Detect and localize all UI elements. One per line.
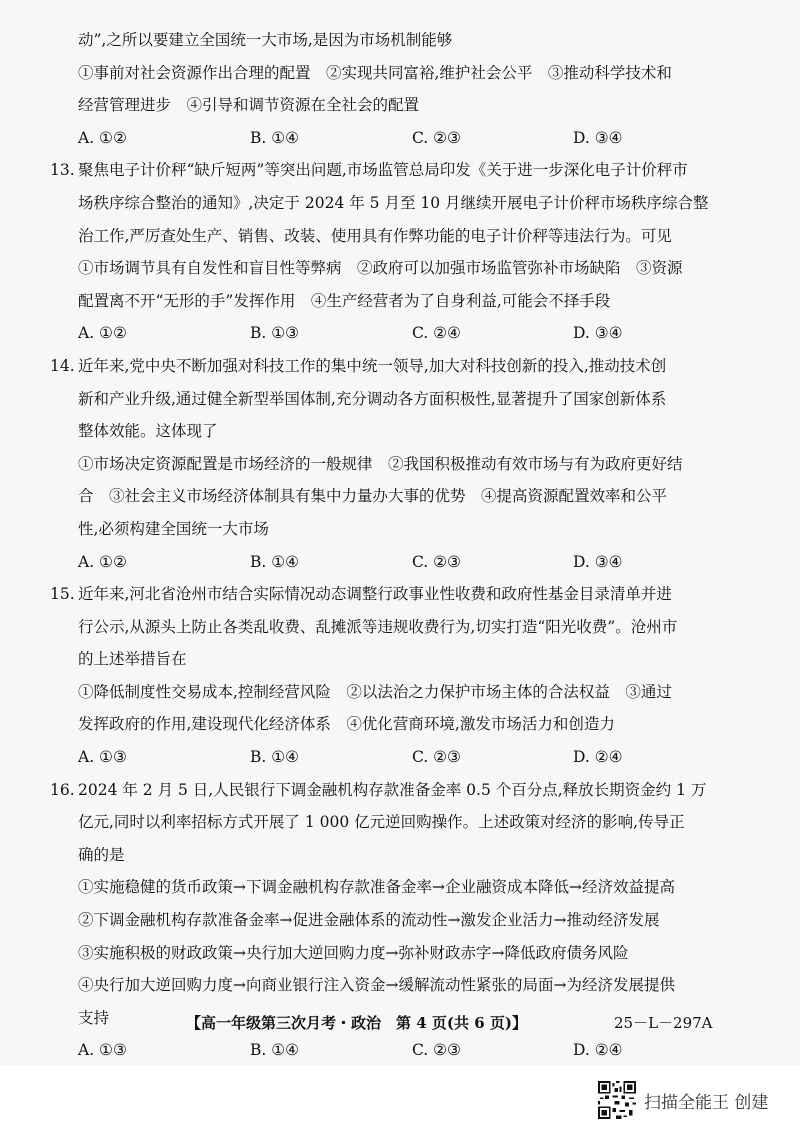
q15-first-line bbox=[50, 584, 723, 604]
q14-text-line: ①市场决定资源配置是市场经济的一般规律 ②我国积极推动有效市场与有为政府更好结 bbox=[78, 454, 683, 473]
q16-text-line: 亿元,同时以利率招标方式开展了 1 000 亿元逆回购操作。上述政策对经济的影响,传导正 bbox=[78, 813, 685, 832]
q13-number: 13. bbox=[50, 161, 75, 180]
q16-text-line: 确的是 bbox=[78, 845, 125, 864]
q14-text-line: 新和产业升级,通过健全新型举国体制,充分调动各方面积极性,显著提升了国家创新体系 bbox=[78, 389, 667, 408]
q16-text-line: ③实施积极的财政政策→央行加大逆回购力度→弥补财政赤字→降低政府债务风险 bbox=[78, 943, 629, 962]
q15-text-line: 行公示,从源头上防止各类乱收费、乱摊派等违规收费行为,切实打造“阳光收费”。沧州市 bbox=[78, 617, 678, 636]
q14-choice-b: B. ①④ bbox=[250, 552, 300, 571]
q15-text-line: ①降低制度性交易成本,控制经营风险 ②以法治之力保护市场主体的合法权益 ③通过 bbox=[78, 682, 672, 701]
q13-text-line: 场秩序综合整治的通知》,决定于 2024 年 5 月至 10 月继续开展电子计价秤市场秩序综合整 bbox=[78, 193, 709, 212]
q12-text-line: 经营管理进步 ④引导和调节资源在全社会的配置 bbox=[78, 96, 420, 115]
q13-text: 聚焦电子计价秤“缺斤短两”等突出问题,市场监管总局印发《关于进一步深化电子计价秤市 bbox=[78, 161, 688, 180]
q12-choice-c: C. ②③ bbox=[412, 128, 461, 147]
q13-choices bbox=[78, 323, 723, 343]
q15-choice-c: C. ②③ bbox=[412, 748, 461, 767]
q13-text-line: 治工作,严厉查处生产、销售、改装、使用具有作弊功能的电子计价秤等违法行为。可见 bbox=[78, 226, 672, 245]
q12-text-line: 动”,之所以要建立全国统一大市场,是因为市场机制能够 bbox=[78, 31, 453, 49]
q15-text-line: 的上述举措旨在 bbox=[78, 650, 187, 669]
q14-choice-c: C. ②③ bbox=[412, 552, 461, 571]
q12-text-line: ①事前对社会资源作出合理的配置 ②实现共同富裕,维护社会公平 ③推动科学技术和 bbox=[78, 63, 672, 82]
q14-text-line: 性,必须构建全国统一大市场 bbox=[78, 519, 269, 538]
q15-choice-a: A. ①③ bbox=[78, 748, 127, 767]
q12-choice-d: D. ③④ bbox=[573, 128, 623, 147]
watermark-text: 扫描全能王 创建 bbox=[644, 1092, 769, 1113]
q14-choice-d: D. ③④ bbox=[573, 552, 623, 571]
q14-text-line: 整体效能。这体现了 bbox=[78, 422, 218, 441]
q15-text: 近年来,河北省沧州市结合实际情况动态调整行政事业性收费和政府性基金目录清单并进 bbox=[78, 585, 672, 604]
q15-text-line: 发挥政府的作用,建设现代化经济体系 ④优化营商环境,激发市场活力和创造力 bbox=[78, 715, 615, 734]
q15-choice-b: B. ①④ bbox=[250, 748, 300, 767]
q16-number: 16. bbox=[50, 780, 75, 799]
q16-text-line: 支持 bbox=[78, 1008, 110, 1027]
q16-choice-d: D. ②④ bbox=[573, 1041, 623, 1060]
page-content bbox=[50, 30, 723, 1073]
page-footer-title: 【高一年级第三次月考・政治 第 4 页(共 6 页)】 bbox=[186, 1014, 527, 1032]
q14-choices bbox=[78, 552, 723, 572]
q16-choice-c: C. ②③ bbox=[412, 1041, 461, 1060]
q16-choice-b: B. ①④ bbox=[250, 1041, 300, 1060]
q14-text-line: 合 ③社会主义市场经济体制具有集中力量办大事的优势 ④提高资源配置效率和公平 bbox=[78, 487, 668, 506]
q13-choice-b: B. ①③ bbox=[250, 324, 300, 343]
q15-choices bbox=[78, 747, 723, 767]
q16-text: 2024 年 2 月 5 日,人民银行下调金融机构存款准备金率 0.5 个百分点,释放长期资金约 1 万 bbox=[78, 780, 707, 799]
q16-choice-a: A. ①③ bbox=[78, 1041, 127, 1060]
q16-first-line bbox=[50, 780, 723, 800]
q16-text-line: ①实施稳健的货币政策→下调金融机构存款准备金率→企业融资成本降低→经济效益提高 bbox=[78, 878, 675, 897]
q13-choice-a: A. ①② bbox=[78, 324, 127, 343]
q12-choice-a: A. ①② bbox=[78, 128, 127, 147]
q14-text: 近年来,党中央不断加强对科技工作的集中统一领导,加大对科技创新的投入,推动技术创 bbox=[78, 356, 667, 375]
q14-number: 14. bbox=[50, 356, 75, 375]
scanner-watermark bbox=[598, 1080, 768, 1120]
q15-number: 15. bbox=[50, 585, 75, 604]
q16-choices bbox=[78, 1040, 723, 1060]
q12-choices bbox=[78, 128, 723, 148]
q16-text-line: ②下调金融机构存款准备金率→促进金融体系的流动性→激发企业活力→推动经济发展 bbox=[78, 911, 660, 930]
q16-text-line: ④央行加大逆回购力度→向商业银行注入资金→缓解流动性紧张的局面→为经济发展提供 bbox=[78, 976, 675, 995]
q14-choice-a: A. ①② bbox=[78, 552, 127, 571]
q12-choice-b: B. ①④ bbox=[250, 128, 300, 147]
q14-first-line bbox=[50, 356, 723, 376]
q13-choice-c: C. ②④ bbox=[412, 324, 461, 343]
page-footer-code: 25－L－297A bbox=[614, 1014, 713, 1032]
q13-text-line: 配置离不开“无形的手”发挥作用 ④生产经营者为了自身利益,可能会不择手段 bbox=[78, 291, 611, 310]
q15-choice-d: D. ②④ bbox=[573, 748, 623, 767]
q13-choice-d: D. ③④ bbox=[573, 324, 623, 343]
qr-code-icon bbox=[598, 1081, 636, 1119]
q13-first-line bbox=[50, 160, 723, 180]
q13-text-line: ①市场调节具有自发性和盲目性等弊病 ②政府可以加强市场监管弥补市场缺陷 ③资源 bbox=[78, 259, 683, 278]
